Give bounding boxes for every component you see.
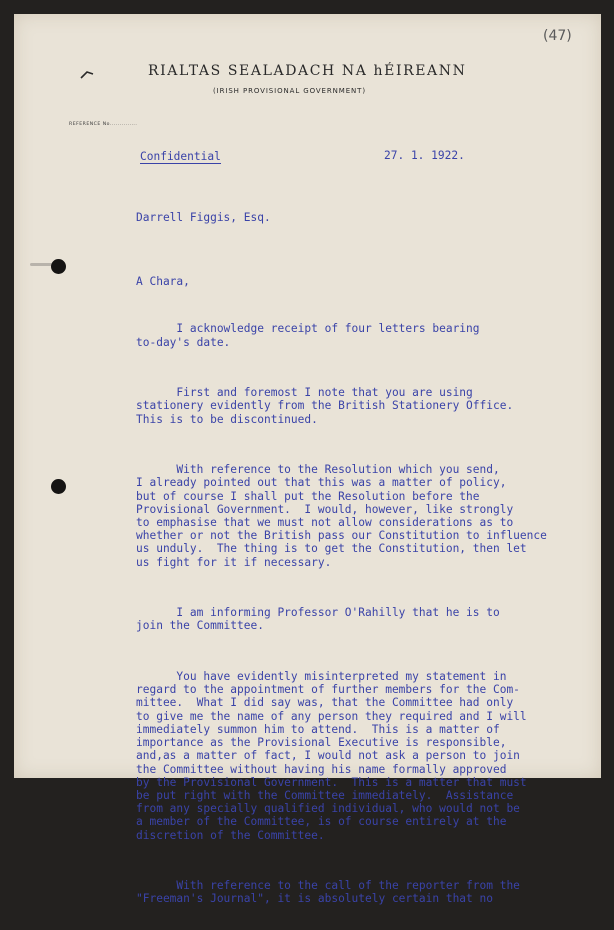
letterhead-title: RIALTAS SEALADACH NA hÉIREANN xyxy=(148,63,467,79)
letter-body xyxy=(136,296,547,930)
punch-hole-top xyxy=(51,259,66,274)
recipient-name: Darrell Figgis, Esq. xyxy=(136,211,271,224)
letterhead-subtitle: (IRISH PROVISIONAL GOVERNMENT) xyxy=(213,87,366,95)
paragraph-committee: You have evidently misinterpreted my statement in regard to the appointment of further members for the Com- mittee. What I did say was, that the Committee had only to give me the name of any person they required and I will immediately summon him to attend. This is a matter of importance as the Provisional Executive is responsible, and,as a matter of fact, I would not ask a person to join the Committee without having his name formally approved by the Provisional Government. This is a matter that must be put right with the Committee immediately. Assistance from any specially qualified individual, who would not be a member of the Committee, is of course entirely at the discretion of the Committee. xyxy=(136,670,527,842)
classification-label: Confidential xyxy=(140,150,221,163)
paragraph-acknowledgement: I acknowledge receipt of four letters bearing to-day's date. xyxy=(136,322,480,349)
paragraph-reporter: With reference to the call of the reporter from the "Freeman's Journal", it is absolutely certain that no xyxy=(136,879,520,906)
paragraph-resolution: With reference to the Resolution which you send, I already pointed out that this was a matter of policy, but of course I shall put the Resolution before the Provisional Government. I would, however, like strongly to emphasise that we must not allow considerations as to whether or not the British pass our Constitution to influence us unduly. The thing is to get the Constitution, then let us fight for it if necessary. xyxy=(136,463,547,569)
salutation: A Chara, xyxy=(136,275,190,288)
reference-number-label: REFERENCE No.............. xyxy=(69,122,138,127)
paragraph-stationery: First and foremost I note that you are using stationery evidently from the British Stationery Office. This is to be discontinued. xyxy=(136,386,514,426)
archive-folio-number: (47) xyxy=(543,28,572,44)
punch-hole-bottom xyxy=(51,479,66,494)
letterhead-mark-icon xyxy=(80,70,94,80)
letter-date: 27. 1. 1922. xyxy=(384,149,465,162)
paragraph-professor: I am informing Professor O'Rahilly that he is to join the Committee. xyxy=(136,606,500,633)
paper-mark xyxy=(30,263,52,266)
